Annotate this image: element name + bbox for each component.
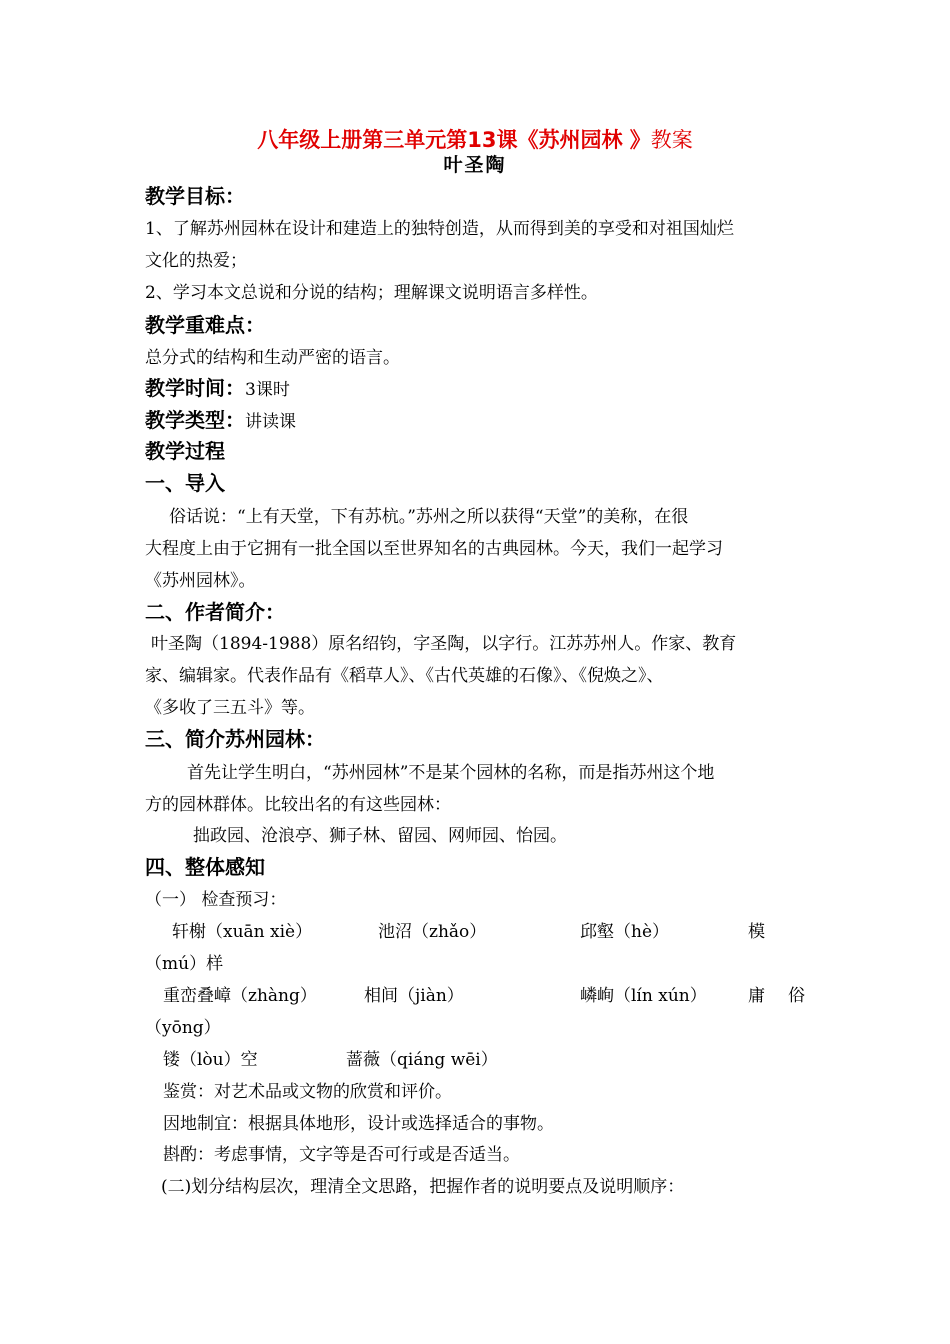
section-1-line-1: 俗话说：“上有天堂，下有苏杭。”苏州之所以获得“天堂”的美称，在很 — [169, 507, 689, 527]
title-suffix: 教案 — [650, 128, 693, 152]
definition-deliberate: 斟酌：考虑事情，文字等是否可行或是否适当。 — [163, 1145, 520, 1165]
definition-local-adaptation: 因地制宜：根据具体地形，设计或选择适合的事物。 — [163, 1114, 554, 1134]
vocab-row-1-item-4: 模 — [748, 922, 765, 942]
section-2-line-2: 家、编辑家。代表作品有《稻草人》、《古代英雄的石像》、《倪焕之》、 — [145, 666, 664, 686]
vocab-row-3-item-2: 蔷薇（qiáng wēi） — [346, 1050, 498, 1070]
vocab-row-3-item-1: 镂（lòu）空 — [163, 1050, 258, 1070]
section-3-heading: 三、简介苏州园林： — [145, 727, 325, 751]
teaching-time-label: 教学时间： — [145, 376, 245, 400]
section-1-line-3: 《苏州园林》。 — [145, 571, 256, 591]
structure-analysis-heading: (二)划分结构层次，理清全文思路，把握作者的说明要点及说明顺序： — [161, 1177, 685, 1197]
preview-check-heading: （一） 检查预习： — [145, 890, 287, 910]
vocab-row-2-item-4: 庸 — [748, 986, 765, 1006]
vocab-row-1-continuation: （mú）样 — [145, 954, 224, 974]
process-heading: 教学过程 — [145, 439, 225, 463]
author-name: 叶圣陶 — [443, 154, 507, 176]
vocab-row-2-item-2: 相间（jiàn） — [364, 986, 464, 1006]
vocab-row-2-continuation: （yōng） — [145, 1018, 221, 1038]
section-2-line-1: 叶圣陶（1894-1988）原名绍钧，字圣陶，以字行。江苏苏州人。作家、教育 — [151, 634, 737, 654]
vocab-row-2-item-1: 重峦叠嶂（zhàng） — [163, 986, 317, 1006]
teaching-type-label: 教学类型： — [145, 408, 245, 432]
section-3-line-3: 拙政园、沧浪亭、狮子林、留园、网师园、怡园。 — [193, 826, 567, 846]
vocab-row-1-item-3: 邱壑（hè） — [580, 922, 670, 942]
objective-1-line-1: 1、了解苏州园林在设计和建造上的独特创造，从而得到美的享受和对祖国灿烂 — [145, 219, 734, 239]
vocab-row-1-item-2: 池沼（zhǎo） — [378, 922, 487, 942]
section-1-heading: 一、导入 — [145, 471, 225, 495]
key-points-heading: 教学重难点： — [145, 313, 265, 337]
teaching-time-value: 3课时 — [245, 380, 290, 400]
definition-appreciation: 鉴赏：对艺术品或文物的欣赏和评价。 — [163, 1082, 452, 1102]
section-2-line-3: 《多收了三五斗》等。 — [145, 698, 315, 718]
key-points-text: 总分式的结构和生动严密的语言。 — [145, 348, 400, 368]
section-4-heading: 四、整体感知 — [145, 855, 265, 879]
objective-1-line-2: 文化的热爱； — [145, 251, 247, 271]
vocab-row-2-item-3: 嶙峋（lín xún） — [580, 986, 707, 1006]
title-main: 八年级上册第三单元第13课《苏州园林 》 — [257, 128, 651, 152]
vocab-row-1-item-1: 轩榭（xuān xiè） — [172, 922, 313, 942]
vocab-row-2-item-5: 俗 — [788, 986, 805, 1006]
section-3-line-1: 首先让学生明白，“苏州园林”不是某个园林的名称，而是指苏州这个地 — [187, 763, 715, 783]
section-3-line-2: 方的园林群体。比较出名的有这些园林： — [145, 795, 451, 815]
teaching-type-value: 讲读课 — [245, 412, 296, 432]
teaching-time — [145, 372, 290, 401]
objectives-heading: 教学目标： — [145, 184, 245, 208]
section-1-line-2: 大程度上由于它拥有一批全国以至世界知名的古典园林。今天，我们一起学习 — [145, 539, 723, 559]
objective-2: 2、学习本文总说和分说的结构；理解课文说明语言多样性。 — [145, 283, 598, 303]
teaching-type — [145, 404, 296, 433]
section-2-heading: 二、作者简介： — [145, 600, 285, 624]
